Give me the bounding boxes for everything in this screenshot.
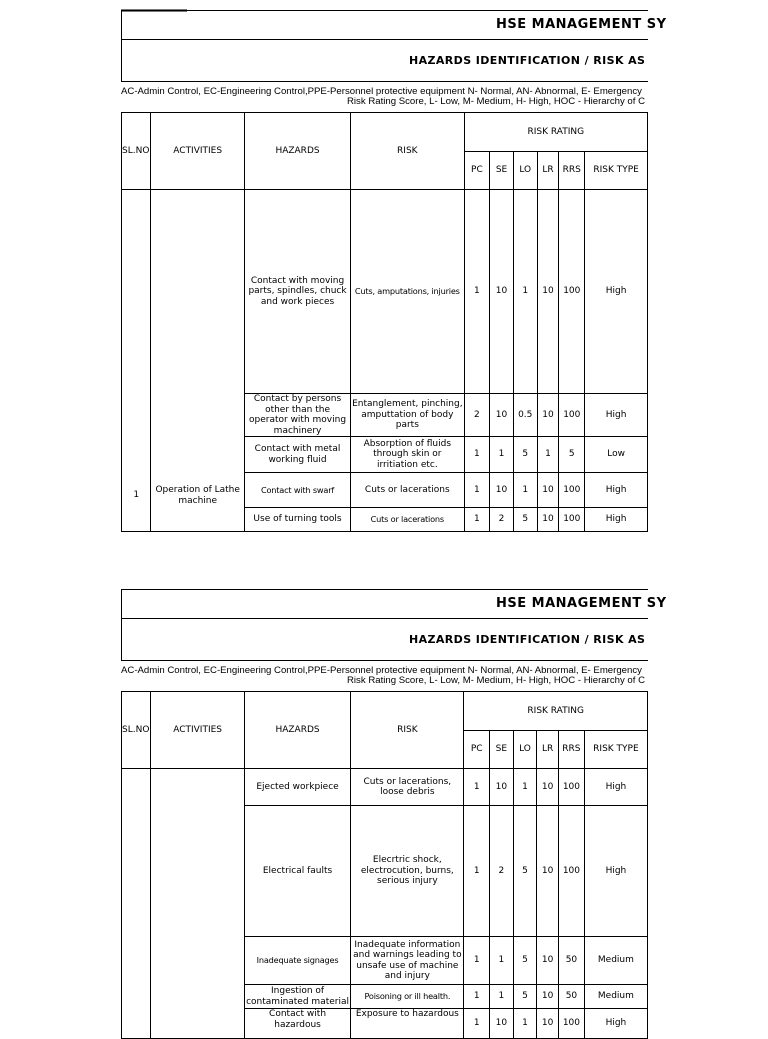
risk-cell: Exposure to hazardous — [351, 1009, 464, 1039]
hazard-cell: Contact with metal working fluid — [244, 437, 350, 473]
sheet-page-1 — [121, 10, 667, 529]
sheet-page-2 — [121, 589, 667, 1030]
col-lr: LR — [537, 731, 559, 769]
document-title: HSE MANAGEMENT SY — [496, 596, 667, 611]
lr-cell: 10 — [537, 1009, 559, 1039]
se-cell: 10 — [490, 769, 514, 806]
risk-cell: Entanglement, pinching, amputtation of body parts — [351, 394, 464, 437]
legend-line-2: Risk Rating Score, L- Low, M- Medium, H- High, HOC - Hierarchy of C — [347, 96, 646, 107]
risk-type-cell: High — [585, 508, 648, 532]
col-risk: RISK — [351, 113, 464, 190]
se-cell: 1 — [490, 985, 514, 1009]
risk-cell: Absorption of fluids through skin or irritiation etc. — [351, 437, 464, 473]
pc-cell: 1 — [464, 508, 490, 532]
table-row — [122, 769, 648, 806]
lo-cell: 1 — [513, 1009, 537, 1039]
lo-cell: 5 — [513, 806, 537, 937]
hazard-cell: Inadequate signages — [244, 937, 350, 985]
rrs-cell: 50 — [559, 985, 585, 1009]
se-cell: 10 — [490, 473, 514, 508]
col-hazards: HAZARDS — [244, 692, 350, 769]
hazard-cell: Contact with hazardous — [244, 1009, 350, 1039]
hazard-cell: Ejected workpiece — [244, 769, 350, 806]
lo-cell: 5 — [513, 985, 537, 1009]
risk-type-cell: Low — [585, 437, 648, 473]
col-hazards: HAZARDS — [244, 113, 350, 190]
risk-table — [121, 112, 648, 532]
col-lr: LR — [537, 152, 559, 190]
lr-cell: 10 — [537, 508, 559, 532]
col-activities: ACTIVITIES — [151, 692, 244, 769]
pc-cell: 1 — [464, 806, 490, 937]
col-lo: LO — [513, 152, 537, 190]
rrs-cell: 100 — [559, 190, 585, 394]
col-risk-rating: RISK RATING — [464, 692, 648, 731]
rrs-cell: 5 — [559, 437, 585, 473]
se-cell: 1 — [490, 937, 514, 985]
table-row — [122, 190, 648, 394]
hazard-cell: Contact by persons other than the operator with moving machinery — [244, 394, 350, 437]
legend — [121, 82, 648, 112]
lo-cell: 5 — [513, 437, 537, 473]
activity-cell — [151, 769, 244, 1039]
risk-type-cell: Medium — [584, 937, 647, 985]
header-row — [122, 113, 648, 152]
rrs-cell: 100 — [559, 473, 585, 508]
pc-cell: 1 — [464, 437, 490, 473]
rrs-cell: 100 — [559, 1009, 585, 1039]
lr-cell: 10 — [537, 937, 559, 985]
legend-line-1: AC-Admin Control, EC-Engineering Control,PPE-Personnel protective equipment N- Normal, AN- Abnormal, E- Emergency — [121, 665, 642, 676]
risk-type-cell: High — [585, 394, 648, 437]
lo-cell: 1 — [513, 473, 537, 508]
rrs-cell: 100 — [559, 508, 585, 532]
rrs-cell: 100 — [559, 769, 585, 806]
col-risk-rating: RISK RATING — [464, 113, 647, 152]
risk-table — [121, 691, 648, 1039]
lr-cell: 10 — [537, 806, 559, 937]
lo-cell: 5 — [513, 937, 537, 985]
lo-cell: 5 — [513, 508, 537, 532]
col-lo: LO — [513, 731, 537, 769]
risk-type-cell: High — [585, 190, 648, 394]
se-cell: 10 — [490, 394, 514, 437]
lo-cell: 1 — [513, 190, 537, 394]
subtitle-row — [121, 618, 648, 661]
legend-line-1: AC-Admin Control, EC-Engineering Control,PPE-Personnel protective equipment N- Normal, AN- Abnormal, E- Emergency — [121, 86, 642, 97]
risk-cell: Elecrtric shock, electrocution, burns, serious injury — [351, 806, 464, 937]
title-row — [121, 10, 667, 40]
rrs-cell: 100 — [559, 806, 585, 937]
subtitle-row — [121, 39, 648, 82]
se-cell: 2 — [490, 508, 514, 532]
lo-cell: 1 — [513, 769, 537, 806]
se-cell: 1 — [490, 437, 514, 473]
activity-cell: Operation of Lathe machine — [151, 190, 245, 532]
title-row — [121, 589, 667, 619]
col-risk-type: RISK TYPE — [584, 731, 647, 769]
lr-cell: 10 — [537, 769, 559, 806]
col-pc: PC — [464, 152, 490, 190]
lr-cell: 10 — [537, 190, 559, 394]
pc-cell: 1 — [464, 1009, 490, 1039]
pc-cell: 2 — [464, 394, 490, 437]
pc-cell: 1 — [464, 473, 490, 508]
document-subtitle: HAZARDS IDENTIFICATION / RISK AS — [409, 633, 646, 646]
col-slno: SL.NO — [122, 692, 151, 769]
pc-cell: 1 — [464, 190, 490, 394]
risk-cell: Cuts or lacerations — [351, 508, 464, 532]
document-title: HSE MANAGEMENT SY — [496, 17, 667, 32]
hazard-cell: Electrical faults — [244, 806, 350, 937]
header-row — [122, 692, 648, 731]
se-cell: 10 — [490, 1009, 514, 1039]
col-se: SE — [490, 731, 514, 769]
se-cell: 10 — [490, 190, 514, 394]
risk-cell: Cuts, amputations, injuries — [351, 190, 464, 394]
hazard-cell: Ingestion of contaminated material — [246, 986, 349, 1007]
lo-cell: 0.5 — [513, 394, 537, 437]
col-rrs: RRS — [559, 731, 585, 769]
col-risk: RISK — [351, 692, 464, 769]
risk-type-cell: High — [584, 806, 647, 937]
pc-cell: 1 — [464, 769, 490, 806]
col-risk-type: RISK TYPE — [585, 152, 648, 190]
col-pc: PC — [464, 731, 490, 769]
risk-type-cell: High — [584, 1009, 647, 1039]
col-rrs: RRS — [559, 152, 585, 190]
document-subtitle: HAZARDS IDENTIFICATION / RISK AS — [409, 54, 646, 67]
risk-cell: Inadequate information and warnings leading to unsafe use of machine and injury — [351, 937, 464, 985]
lr-cell: 10 — [537, 985, 559, 1009]
hazard-cell: Contact with moving parts, spindles, chuck and work pieces — [244, 190, 350, 394]
col-activities: ACTIVITIES — [151, 113, 245, 190]
lr-cell: 1 — [537, 437, 559, 473]
legend-line-2: Risk Rating Score, L- Low, M- Medium, H- High, HOC - Hierarchy of C — [347, 675, 646, 686]
se-cell: 2 — [490, 806, 514, 937]
rrs-cell: 100 — [559, 394, 585, 437]
risk-type-cell: Medium — [584, 985, 647, 1009]
risk-cell: Poisoning or ill health. — [351, 985, 464, 1009]
lr-cell: 10 — [537, 473, 559, 508]
lr-cell: 10 — [537, 394, 559, 437]
risk-cell: Cuts or lacerations — [351, 473, 464, 508]
col-slno: SL.NO — [122, 113, 151, 190]
hazard-cell: Use of turning tools — [244, 508, 350, 532]
hazard-cell: Contact with swarf — [244, 473, 350, 508]
legend — [121, 661, 648, 691]
risk-cell: Cuts or lacerations, loose debris — [351, 769, 464, 806]
pc-cell: 1 — [464, 937, 490, 985]
risk-type-cell: High — [584, 769, 647, 806]
pc-cell: 1 — [464, 985, 490, 1009]
slno-cell: 1 — [122, 190, 151, 532]
col-se: SE — [490, 152, 514, 190]
slno-cell — [122, 769, 151, 1039]
rrs-cell: 50 — [559, 937, 585, 985]
risk-type-cell: High — [585, 473, 648, 508]
